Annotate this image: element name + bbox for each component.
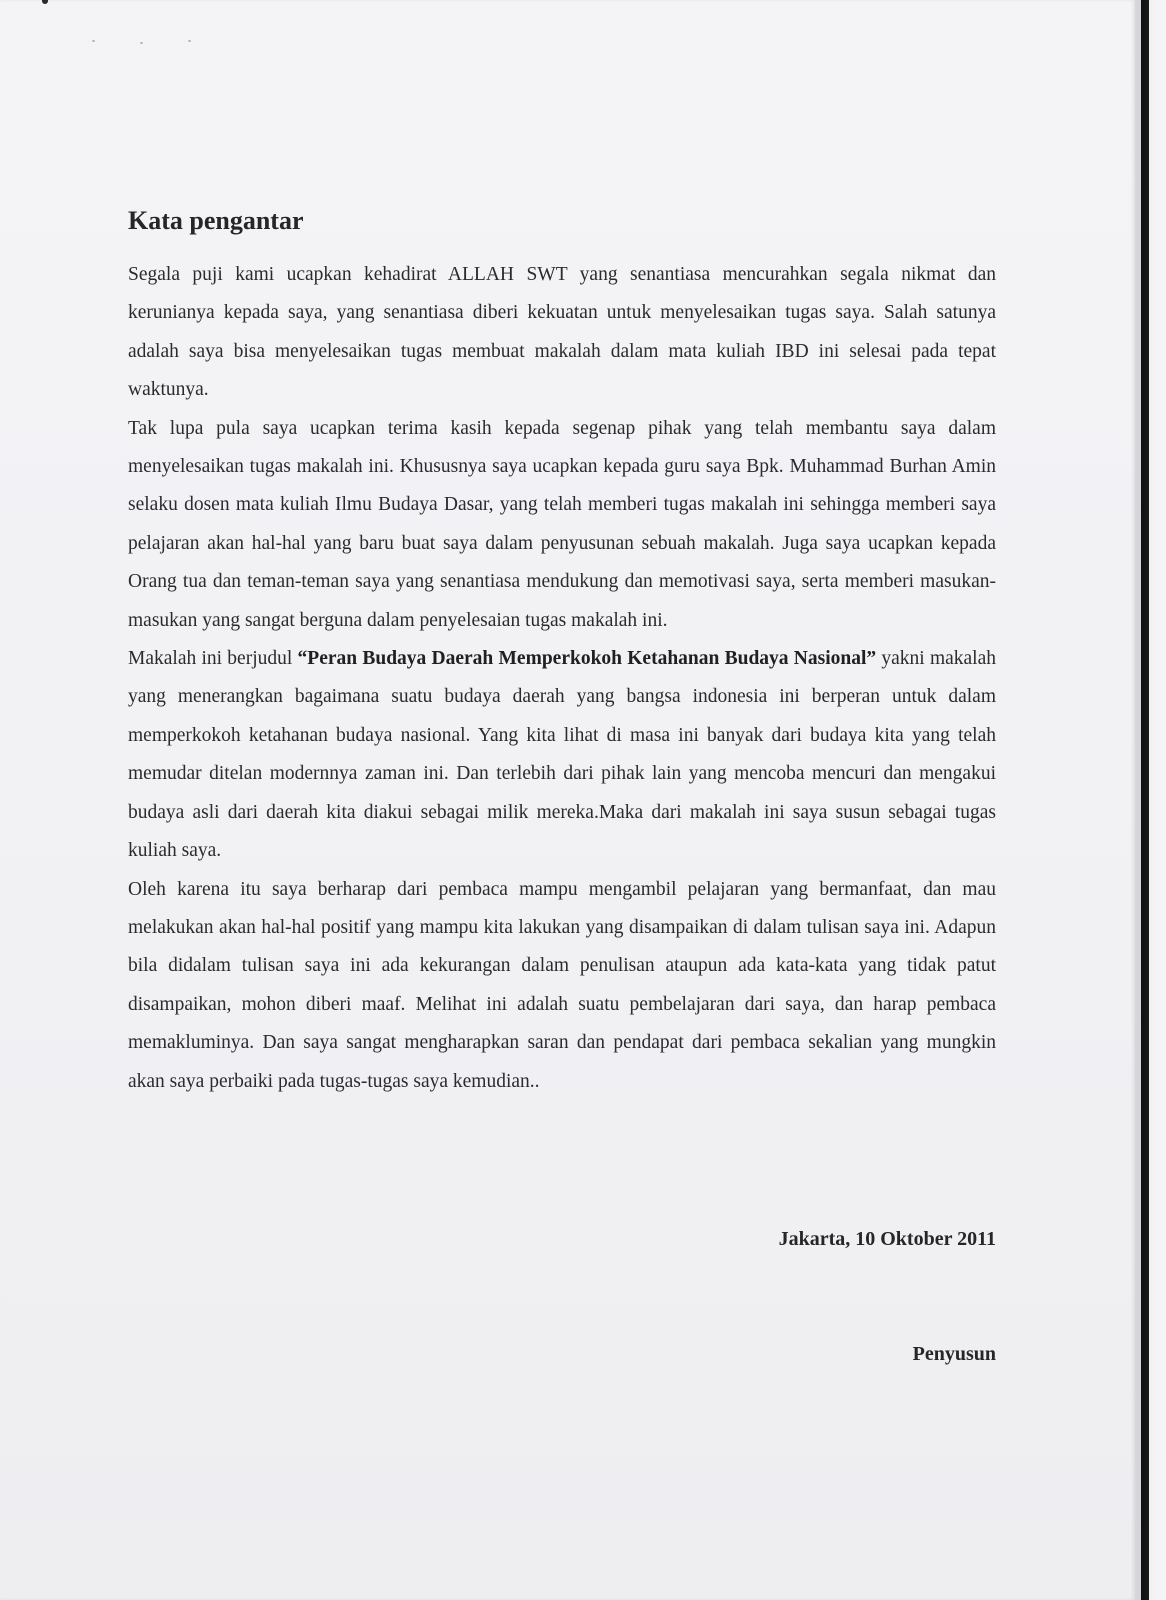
paragraph-opening: Segala puji kami ucapkan kehadirat ALLAH SWT yang senantiasa mencurahkan segala nikmat dan kerunianya kepada saya, yang senantiasa diberi kekuatan untuk menyelesaikan tugas saya. Salah satunya adalah saya bisa menyelesaikan tugas membuat makalah dalam mata kuliah IBD ini selesai pada tepat waktunya. [128,264,996,401]
scan-speck [140,42,143,44]
paragraph-paper-description [128,640,996,870]
paragraph-acknowledgements: Tak lupa pula saya ucapkan terima kasih kepada segenap pihak yang telah membantu saya dalam menyelesaikan tugas makalah ini. Khususnya saya ucapkan kepada guru saya Bpk. Muhammad Burhan Amin selaku dosen mata kuliah Ilmu Budaya Dasar, yang telah memberi tugas makalah ini sehingga memberi saya pelajaran akan hal-hal yang baru buat saya dalam penyusunan sebuah makalah. Juga saya ucapkan kepada Orang tua dan teman-teman saya yang senantiasa mendukung dan memotivasi saya, serta memberi masukan-masukan yang sangat berguna dalam penyelesaian tugas makalah ini. [128,417,996,631]
scan-corner-mark [42,0,48,4]
paper-description-text: yakni makalah yang menerangkan bagaimana suatu budaya daerah yang bangsa indonesia ini berperan untuk dalam memperkokoh ketahanan budaya nasional. Yang kita lihat di masa ini banyak dari budaya kita yang telah memudar ditelan modernnya zaman ini. Dan terlebih dari pihak lain yang mencoba mencuri dan mengakui budaya asli dari daerah kita diakui sebagai milik mereka.Maka dari makalah ini saya susun sebagai tugas kuliah saya. [128,648,996,862]
scan-speck [92,40,95,42]
author-label: Penyusun [912,1343,996,1365]
paper-title: “Peran Budaya Daerah Memperkokoh Ketahanan Budaya Nasional” [297,648,877,670]
paragraph-closing: Oleh karena itu saya berharap dari pembaca mampu mengambil pelajaran yang bermanfaat, dan mau melakukan akan hal-hal positif yang mampu kita lakukan yang disampaikan di dalam tulisan saya ini. Adapun bila didalam tulisan saya ini ada kekurangan dalam penulisan ataupun ada kata-kata yang tidak patut disampaikan, mohon diberi maaf. Melihat ini adalah suatu pembelajaran dari saya, dan harap pembaca memakluminya. Dan saya sangat mengharapkan saran dan pendapat dari pembaca sekalian yang mungkin akan saya perbaiki pada tugas-tugas saya kemudian.. [128,878,996,1092]
scan-speck [188,40,191,42]
place-date: Jakarta, 10 Oktober 2011 [778,1228,996,1250]
document-body [128,204,996,1101]
document-title: Kata pengantar [128,206,304,235]
scanner-edge [1135,0,1166,1600]
paper-intro-text: Makalah ini berjudul [128,648,298,670]
